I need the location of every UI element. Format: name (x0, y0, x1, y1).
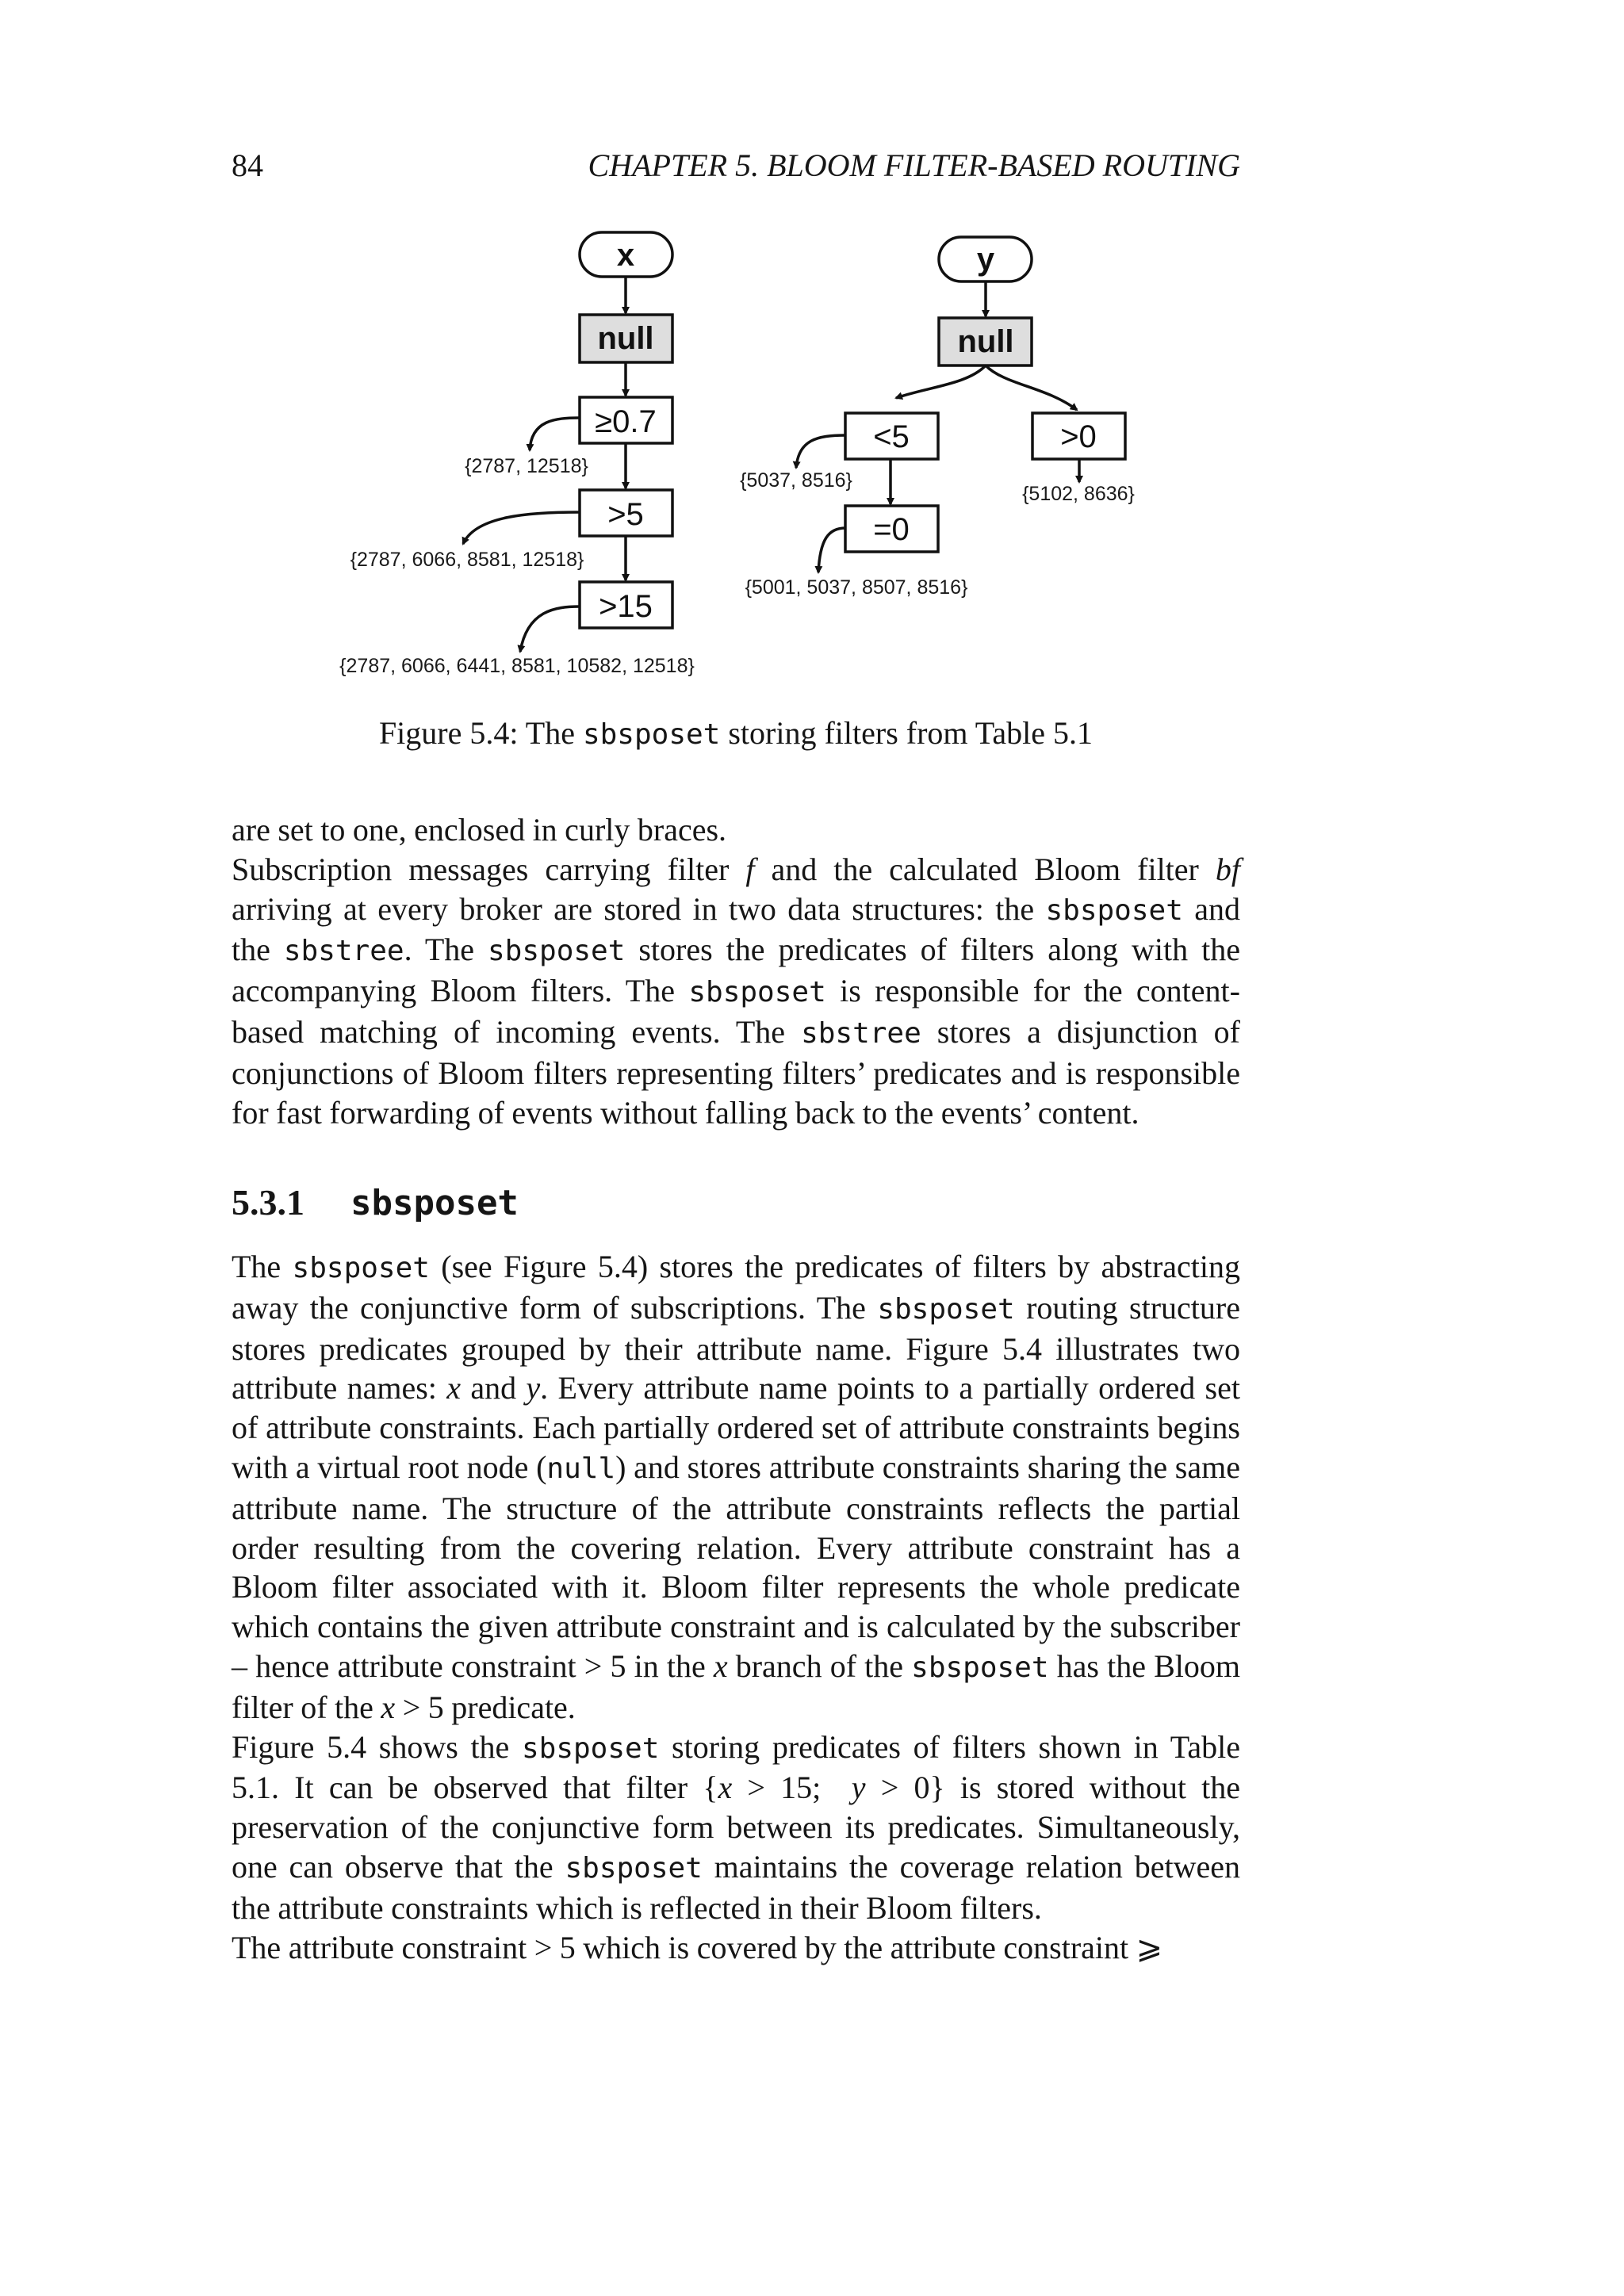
x-node-label: ≥0.7 (595, 404, 657, 439)
x-set-label: {2787, 6066, 6441, 8581, 10582, 12518} (339, 655, 695, 677)
paragraph: The attribute constraint > 5 which is covered by the attribute constraint ⩾ (232, 1929, 1163, 1965)
running-header: CHAPTER 5. BLOOM FILTER-BASED ROUTING (588, 147, 1240, 183)
section-number: 5.3.1 (232, 1182, 304, 1223)
y-node-label: =0 (873, 512, 910, 547)
y-set-label: {5001, 5037, 8507, 8516} (745, 576, 968, 599)
x-node-label: >15 (599, 589, 653, 624)
y-node-label: <5 (873, 419, 910, 454)
x-set-label: {2787, 12518} (465, 455, 588, 477)
intro-text (232, 810, 1240, 1132)
sbsposet-figure (0, 0, 1624, 714)
section-heading (232, 1181, 519, 1225)
caption-code: sbsposet (582, 718, 721, 751)
y-set-label: {5037, 8516} (740, 469, 852, 492)
y-null-label: null (957, 324, 1014, 359)
paragraph: Subscription messages carrying filter f and the calculated Bloom filter bf arriving at every broker are stored in two data structures: the sbsposet and the sbstree. The sbsposet stores the predicates of filters along with the accompanying Bloom filters. The sbsposet is responsible for the content-based matching of incoming events. The sbstree stores a disjunction of conjunctions of Bloom filters representing filters’ predicates and is responsible for fast forwarding of events without falling back to the events’ content. (232, 851, 1240, 1131)
caption-prefix: Figure 5.4: The (378, 715, 583, 751)
x-node-label: >5 (607, 497, 644, 532)
paragraph: Figure 5.4 shows the sbsposet storing predicates of filters shown in Table 5.1. It can be observed that filter {x > 15; y > 0} is stored without the preservation of the conjunctive form between its predicates. Simultaneously, one can observe that the sbsposet maintains the coverage relation between the attribute constraints which is reflected in their Bloom filters. (232, 1728, 1240, 1926)
figure-caption (232, 714, 1240, 755)
y-set-label: {5102, 8636} (1022, 483, 1135, 505)
x-null-label: null (597, 321, 654, 356)
paragraph: are set to one, enclosed in curly braces. (232, 812, 727, 848)
y-root-label: y (976, 242, 995, 277)
y-node-label: >0 (1060, 419, 1097, 454)
caption-suffix: storing filters from Table 5.1 (720, 715, 1094, 751)
x-root-label: x (616, 238, 635, 273)
section-text (232, 1247, 1240, 1967)
section-title: sbsposet (350, 1183, 519, 1223)
page-number: 84 (232, 147, 263, 183)
x-set-label: {2787, 6066, 8581, 12518} (350, 549, 584, 571)
paragraph: The sbsposet (see Figure 5.4) stores the predicates of filters by abstracting away the conjunctive form of subscriptions. The sbsposet routing structure stores predicates grouped by their attribute name. Figure 5.4 illustrates two attribute names: x and y. Every attribute name points to a partially ordered set of attribute constraints. Each partially ordered set of attribute constraints begins with a virtual root node (null) and stores attribute constraints sharing the same attribute name. The structure of the attribute constraints reflects the partial order resulting from the covering relation. Every attribute constraint has a Bloom filter associated with it. Bloom filter represents the whole predicate which contains the given attribute constraint and is calculated by the subscriber – hence attribute constraint > 5 in the x branch of the sbsposet has the Bloom filter of the x > 5 predicate. (232, 1249, 1241, 1725)
